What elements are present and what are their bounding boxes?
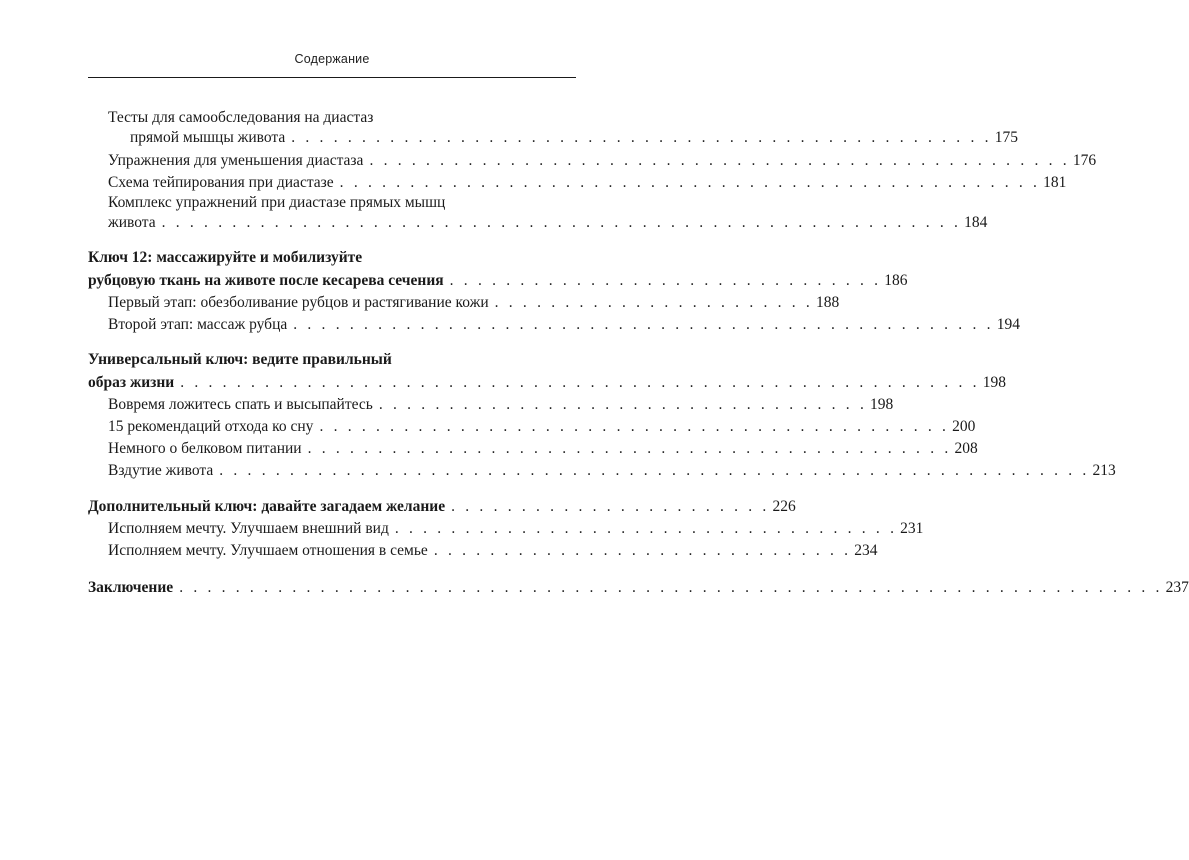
entry-title: Исполняем мечту. Улучшаем отношения в семье: [108, 542, 428, 559]
page-number: 208: [954, 440, 978, 457]
toc-entry-taping[interactable]: [108, 173, 1067, 193]
toc-entry-complex-line2: живота: [108, 214, 156, 231]
page-number: 186: [884, 272, 908, 289]
entry-title: Дополнительный ключ: давайте загадаем желание: [88, 498, 446, 515]
toc-chapter-key12[interactable]: [88, 271, 908, 291]
page-number: 200: [952, 418, 976, 435]
entry-title: Заключение: [88, 579, 174, 596]
dot-leader: . . . . . . . . . . . . . . . . . . . . . . . . . . . . . . . . . . . . . . . . . . . . . .: [307, 440, 952, 457]
toc-entry-sleep[interactable]: [108, 395, 894, 415]
dot-leader: . . . . . . . . . . . . . . . . . . . . . . . . . . . . . . . . . . . . . . . . . . . . . . . . . .: [293, 316, 994, 333]
dot-leader: . . . . . . . . . . . . . . . . . . . . . . . . . . . . . . . . . . . . . . . . . . . . . . . . . .: [291, 129, 992, 146]
dot-leader: . . . . . . . . . . . . . . . . . . . . . . . . . . . . . . . . . . . . . . . . . . . . .: [319, 418, 950, 435]
dot-leader: . . . . . . . . . . . . . . . . . . . . . . . . . . . . . . .: [449, 272, 882, 289]
entry-title: Второй этап: массаж рубца: [108, 316, 288, 333]
dot-leader: . . . . . . . . . . . . . . . . . . . . . . . . . . . . . .: [433, 542, 852, 559]
page-number: 226: [772, 498, 796, 515]
page-number: 175: [994, 129, 1018, 146]
entry-title: Немного о белковом питании: [108, 440, 302, 457]
header-rule: [88, 77, 576, 78]
toc-chapter-universal[interactable]: [88, 373, 1006, 393]
toc-chapter-conclusion[interactable]: [88, 578, 1189, 598]
toc-entry-protein[interactable]: [108, 439, 978, 459]
toc-entry-tests-line1: Тесты для самообследования на диастаз: [108, 109, 374, 126]
dot-leader: . . . . . . . . . . . . . . . . . . . . . . . . . . . . . . . . . . . . . . . . . . . . . . . . . . . . . . . . .: [180, 374, 980, 391]
page-number: 188: [816, 294, 840, 311]
dot-leader: . . . . . . . . . . . . . . . . . . . . . . . . . . . . . . . . . . . . . . . . . . . . . . . . . .: [339, 174, 1041, 191]
page-number: 198: [870, 396, 894, 413]
dot-leader: . . . . . . . . . . . . . . . . . . . . . . . . . . . . . . . . . . . . . . . . . . . . . . . . . . . . . . . . . . . . . . . . . . . . . .: [179, 579, 1163, 596]
toc-entry-tests-line2: прямой мышцы живота: [130, 129, 286, 146]
page-number: 213: [1092, 462, 1116, 479]
toc-entry-complex-line1: Комплекс упражнений при диастазе прямых мышц: [108, 194, 446, 211]
dot-leader: . . . . . . . . . . . . . . . . . . . . . . . . . . . . . . . . . . . . . . . . . . . . . . . . . .: [369, 152, 1070, 169]
toc-chapter-universal-line2: образ жизни: [88, 374, 175, 391]
dot-leader: . . . . . . . . . . . . . . . . . . . . . . .: [451, 498, 770, 515]
page-number: 181: [1043, 174, 1067, 191]
running-header: Содержание: [294, 52, 370, 66]
toc-entry-bedtime-tips[interactable]: [108, 417, 976, 437]
page-number: 184: [964, 214, 988, 231]
dot-leader: . . . . . . . . . . . . . . . . . . . . . . . . . . . . . . . . . . . . . . . . . . . . . . . . . . . . . . . . . . . . . .: [219, 462, 1090, 479]
entry-title: Исполняем мечту. Улучшаем внешний вид: [108, 520, 389, 537]
entry-title: Вздутие живота: [108, 462, 214, 479]
dot-leader: . . . . . . . . . . . . . . . . . . . . . . . . . . . . . . . . . . . . . . . . . . . . . . . . . . . . . . . . .: [161, 214, 962, 231]
dot-leader: . . . . . . . . . . . . . . . . . . . . . . .: [494, 294, 813, 311]
toc-chapter-key12-line1: Ключ 12: массажируйте и мобилизуйте: [88, 249, 363, 266]
page-number: 237: [1165, 579, 1189, 596]
entry-title: 15 рекомендаций отхода ко сну: [108, 418, 314, 435]
dot-leader: . . . . . . . . . . . . . . . . . . . . . . . . . . . . . . . . . . .: [378, 396, 868, 413]
toc-entry-bloating[interactable]: [108, 461, 1116, 481]
toc-entry-exercises-diastasis[interactable]: [108, 151, 1097, 171]
page-number: 234: [854, 542, 878, 559]
entry-title: Схема тейпирования при диастазе: [108, 174, 334, 191]
toc-entry-complex[interactable]: [108, 213, 988, 233]
dot-leader: . . . . . . . . . . . . . . . . . . . . . . . . . . . . . . . . . . . .: [394, 520, 898, 537]
page-number: 231: [900, 520, 924, 537]
page-number: 194: [996, 316, 1020, 333]
entry-title: Вовремя ложитесь спать и высыпайтесь: [108, 396, 373, 413]
toc-entry-tests[interactable]: [130, 128, 1018, 148]
toc-chapter-key12-line2: рубцовую ткань на животе после кесарева сечения: [88, 272, 444, 289]
page-number: 176: [1072, 152, 1097, 169]
page-number: 198: [982, 374, 1006, 391]
entry-title: Первый этап: обезболивание рубцов и растягивание кожи: [108, 294, 489, 311]
toc-entry-stage-one[interactable]: [108, 293, 840, 313]
toc-chapter-additional[interactable]: [88, 497, 796, 517]
toc-entry-appearance[interactable]: [108, 519, 924, 539]
toc-chapter-universal-line1: Универсальный ключ: ведите правильный: [88, 351, 392, 368]
toc-entry-family[interactable]: [108, 541, 878, 561]
entry-title: Упражнения для уменьшения диастаза: [108, 152, 364, 169]
toc-entry-stage-two[interactable]: [108, 315, 1020, 335]
